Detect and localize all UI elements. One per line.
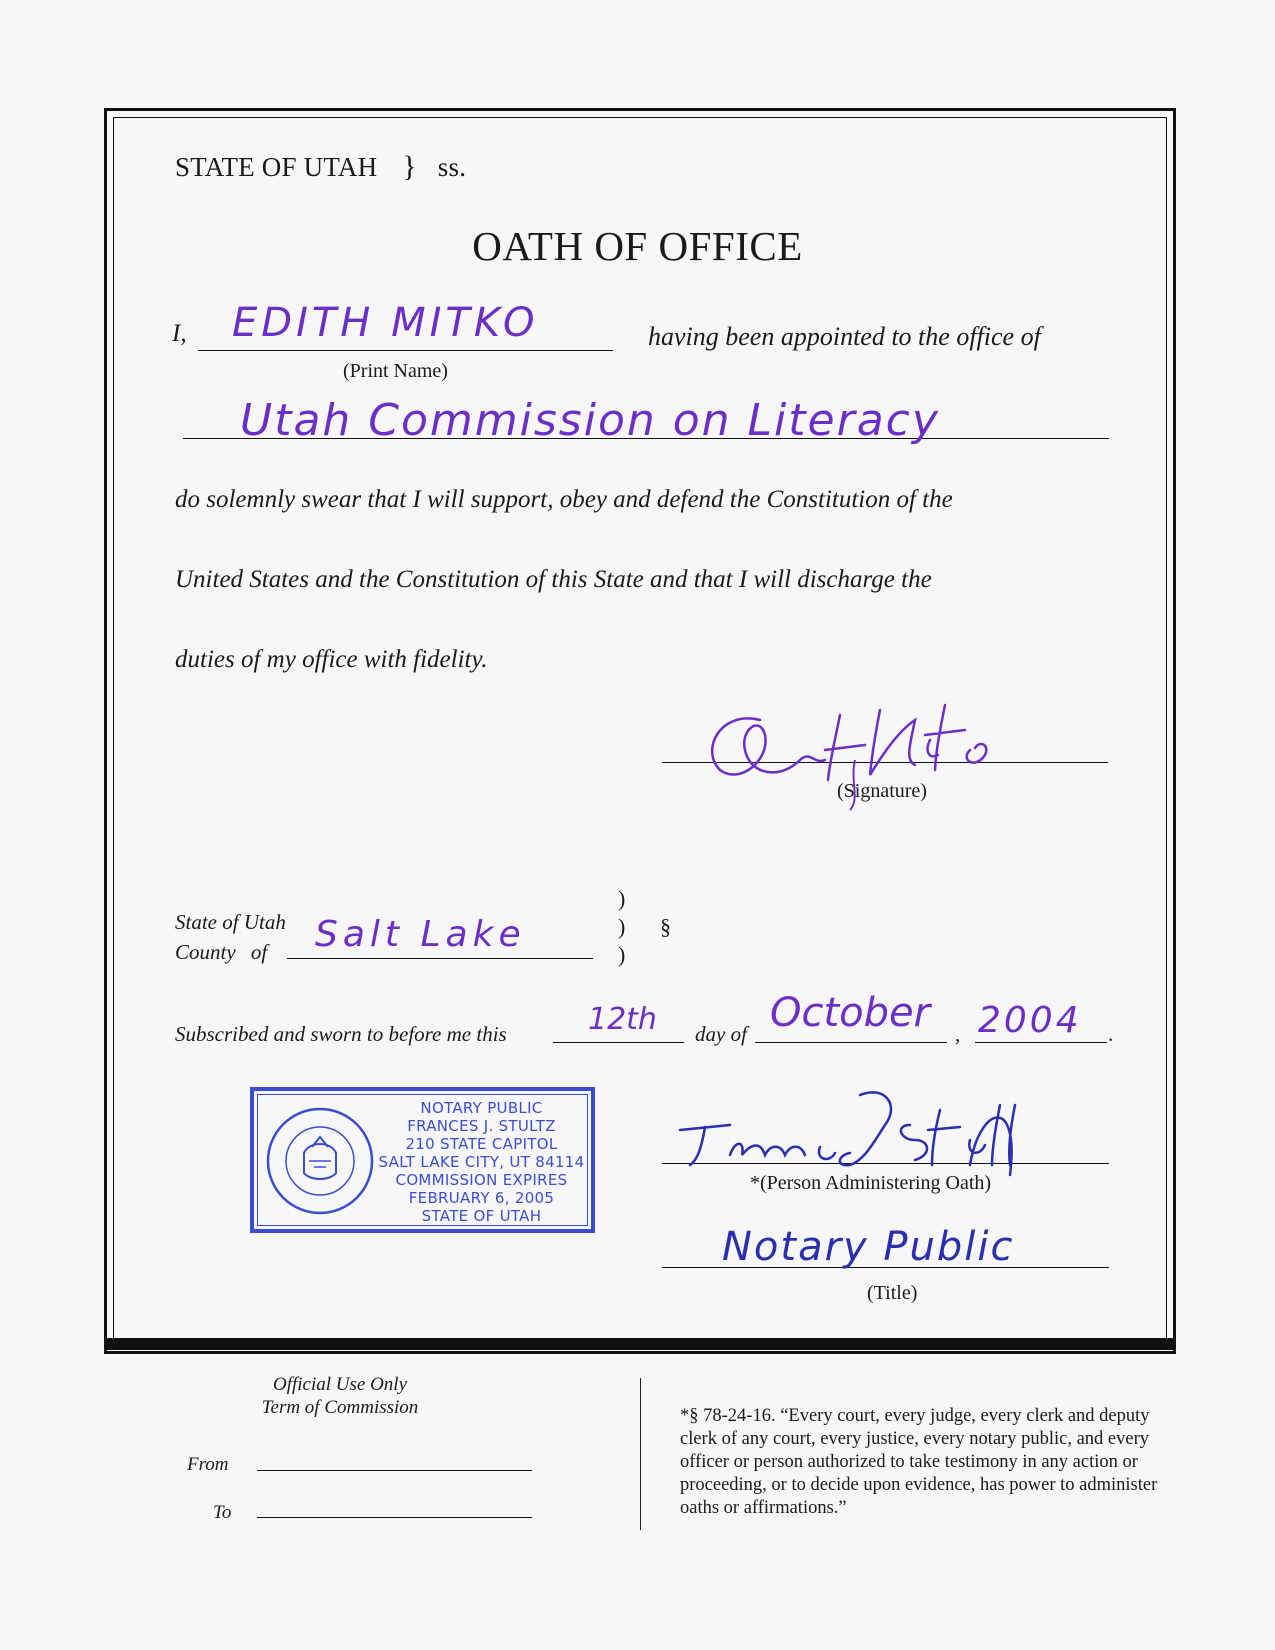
state-name: STATE OF UTAH [175,152,378,182]
print-name-caption: (Print Name) [343,360,448,382]
handwritten-county: Salt Lake [315,914,526,955]
paren-2: ) [618,914,626,939]
from-line [257,1470,532,1471]
official-use-label: Official Use Only [272,1374,408,1395]
page-title: OATH OF OFFICE [472,223,803,269]
stamp-line: SALT LAKE CITY, UT 84114 [378,1153,585,1171]
to-line [257,1517,532,1518]
appointed-text: having been appointed to the office of [648,322,1041,351]
pronoun-i: I, [172,320,187,347]
name-line [198,350,613,351]
state-header [175,150,466,184]
period: . [1108,1022,1114,1046]
stamp-line: FRANCES J. STULTZ [407,1117,556,1135]
day-line [553,1042,684,1043]
oath-line-2: United States and the Constitution of this State and that I will discharge the [175,566,932,593]
venue-county-label [175,940,267,965]
county-of: of [250,940,268,964]
year-line [975,1042,1107,1043]
handwritten-office: Utah Commission on Literacy [240,395,940,446]
from-label: From [187,1454,229,1475]
signature-caption: (Signature) [837,780,927,802]
month-line [755,1042,947,1043]
stamp-text-block [374,1099,589,1225]
handwritten-year: 2004 [978,1000,1082,1041]
venue-state: State of Utah [175,910,286,934]
handwritten-title: Notary Public [722,1224,1015,1270]
brace: } [402,150,417,183]
stamp-line: NOTARY PUBLIC [420,1099,543,1117]
paren-1: ) [618,886,626,911]
handwritten-month: October [770,990,931,1036]
county-line [287,958,593,959]
administrator-signature-drawing [670,1085,1070,1180]
subscribed-text: Subscribed and sworn to before me this [175,1022,507,1046]
footer-divider [640,1378,641,1530]
handwritten-name: EDITH MITKO [232,300,539,346]
to-label: To [213,1502,232,1523]
county-word: County [175,940,236,964]
stamp-line: COMMISSION EXPIRES [395,1171,568,1189]
section-symbol: § [660,914,671,939]
administrator-caption: *(Person Administering Oath) [750,1172,992,1194]
statute-text: *§ 78-24-16. “Every court, every judge, every clerk and deputy clerk of any court, every justice, every notary public, and every officer or person authorized to take testimony in any action or proceeding, or to decide upon evidence, has power to administer oaths or affirmations.” [680,1406,1158,1518]
stamp-line: STATE OF UTAH [421,1207,542,1225]
border-bottom-bar [104,1338,1176,1350]
title-caption: (Title) [867,1282,918,1304]
comma: , [955,1022,961,1046]
term-label: Term of Commission [261,1397,419,1418]
oath-line-1: do solemnly swear that I will support, obey and defend the Constitution of the [175,486,953,513]
stamp-line: 210 STATE CAPITOL [405,1135,558,1153]
state-seal-icon [264,1101,376,1219]
paren-3: ) [618,942,626,967]
day-of-text: day of [695,1022,747,1046]
oath-line-3: duties of my office with fidelity. [175,646,488,673]
notary-stamp [250,1087,595,1233]
handwritten-day: 12th [588,1002,657,1037]
stamp-line: FEBRUARY 6, 2005 [408,1189,555,1207]
ss-label: ss. [437,152,467,182]
